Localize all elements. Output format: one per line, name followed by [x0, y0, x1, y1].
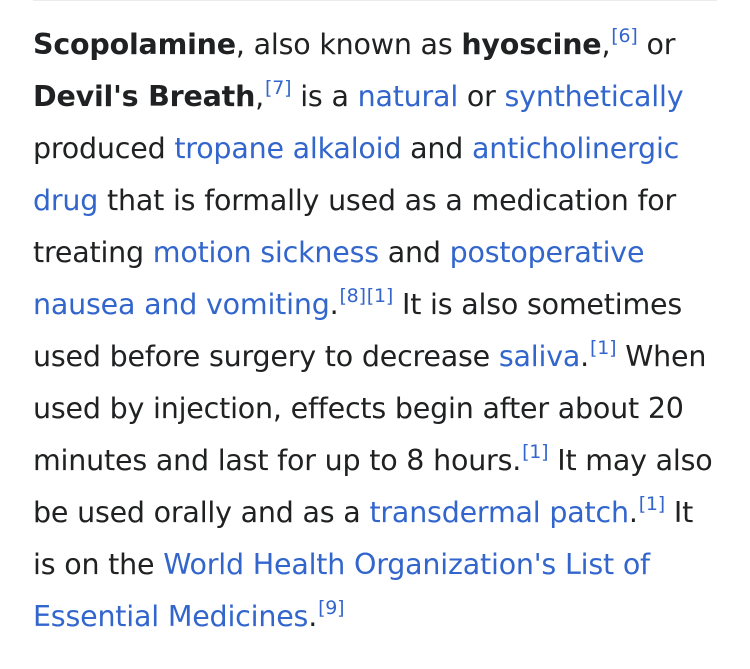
- link-natural[interactable]: natural: [357, 80, 459, 113]
- text: and: [378, 236, 450, 269]
- term-devils-breath: Devil's Breath: [33, 80, 256, 113]
- citation-link-6[interactable]: [6]: [611, 25, 638, 48]
- citation-link-1[interactable]: [1]: [638, 493, 666, 516]
- top-divider: [33, 0, 717, 1]
- text: that is formally used as a medication for treating: [33, 184, 677, 269]
- citation-8: [339, 285, 365, 307]
- citation-link-1[interactable]: [1]: [366, 285, 394, 308]
- citation-link-8[interactable]: [8]: [339, 285, 366, 308]
- text: .: [580, 340, 590, 373]
- text: and: [401, 132, 473, 165]
- citation-1: [590, 337, 616, 359]
- text: ,: [255, 80, 265, 113]
- link-postoperative-nausea-and-vomiting[interactable]: postoperative nausea and vomiting: [33, 236, 645, 321]
- citation-link-1[interactable]: [1]: [590, 337, 617, 360]
- citation-link-7[interactable]: [7]: [265, 77, 292, 100]
- article-paragraph: [33, 19, 723, 643]
- text: ,: [601, 28, 611, 61]
- citation-1: [522, 441, 548, 463]
- citation-7: [265, 77, 291, 99]
- citation-1: [367, 285, 393, 307]
- text: .: [329, 288, 339, 321]
- link-transdermal-patch[interactable]: transdermal patch: [369, 496, 629, 529]
- text: .: [628, 496, 638, 529]
- link-synthetically[interactable]: synthetically: [504, 80, 684, 113]
- text: produced: [33, 132, 175, 165]
- text: is a: [291, 80, 358, 113]
- citation-link-9[interactable]: [9]: [318, 597, 345, 620]
- link-saliva[interactable]: saliva: [498, 340, 581, 373]
- text: When used by injection, effects begin after about 20 minutes and last for up to 8 hours.: [33, 340, 707, 477]
- citation-9: [318, 597, 344, 619]
- citation-6: [611, 25, 637, 47]
- link-anticholinergic-drug[interactable]: anticholinergic drug: [33, 132, 680, 217]
- text: or: [637, 28, 676, 61]
- term-scopolamine: Scopolamine: [33, 28, 236, 61]
- text: It may also be used orally and as a: [33, 444, 713, 529]
- term-hyoscine: hyoscine: [461, 28, 602, 61]
- text: , also known as: [235, 28, 462, 61]
- text: .: [308, 600, 318, 633]
- text: It is on the: [33, 496, 694, 581]
- link-who-essential-medicines[interactable]: World Health Organization's List of Essential Medicines: [33, 548, 650, 633]
- citation-1: [639, 493, 665, 515]
- text: It is also sometimes used before surgery to decrease: [33, 288, 682, 373]
- link-motion-sickness[interactable]: motion sickness: [152, 236, 379, 269]
- link-tropane-alkaloid[interactable]: tropane alkaloid: [174, 132, 402, 165]
- citation-link-1[interactable]: [1]: [522, 441, 549, 464]
- text: or: [458, 80, 505, 113]
